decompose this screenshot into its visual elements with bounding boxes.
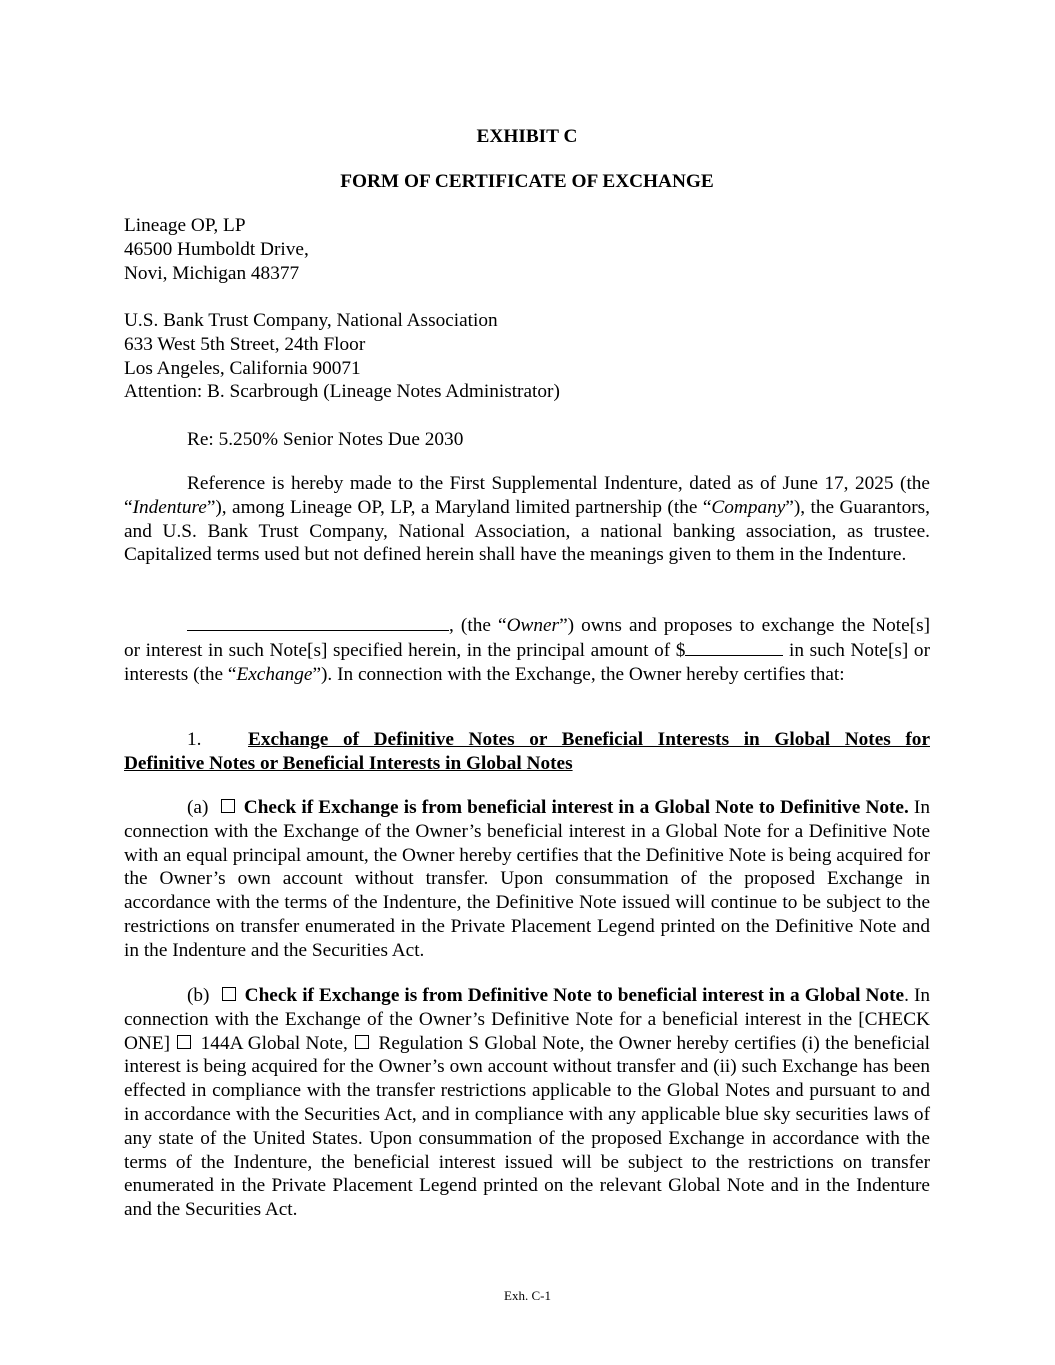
section-1-heading [124,728,930,776]
owner-paragraph: , (the “Owner”) owns and proposes to exchange the Note[s] or interest in such Note[s] specified herein, in the principal amount of $ in such Note[s] or interests (the “Exchange”). In connection with the Exchange, the Owner hereby certifies that: [124,615,930,685]
defined-term-owner: Owner [506,615,560,636]
item-a-checkbox[interactable] [221,799,235,813]
exhibit-title: EXHIBIT C [476,126,578,147]
item-b-checkbox[interactable] [222,987,236,1001]
section-heading-line1: Exchange of Definitive Notes or Beneficial Interests in Global Notes for [248,729,930,750]
defined-term-exchange: Exchange [236,663,313,685]
section-number: 1. [187,729,202,750]
principal-amount-blank[interactable] [685,638,783,656]
item-a-heading: Check if Exchange is from beneficial interest in a Global Note to Definitive Note. [243,797,909,818]
item-a-label: (a) [187,797,209,818]
address-line: Novi, Michigan 48377 [124,262,300,284]
address-line: 46500 Humboldt Drive, [124,238,309,260]
item-b-heading: Check if Exchange is from Definitive Note to beneficial interest in a Global Note [244,985,905,1006]
address-line: U.S. Bank Trust Company, National Association [124,310,498,331]
owner-name-blank[interactable] [187,613,449,631]
page-footer: Exh. C-1 [504,1288,551,1303]
addressee-company [124,214,930,285]
item-a-paragraph: (a) Check if Exchange is from beneficial interest in a Global Note to Definitive Note. In connection with the Exchange of the Owner’s beneficial interest in a Global Note for a Definitive Note with an equal principal amount, the Owner hereby certifies that the Definitive Note is being acquired for the Owner’s own account without transfer. Upon consummation of the proposed Exchange in accordance with the terms of the Indenture, the Definitive Note issued will continue to be subject to the restrictions on transfer enumerated in the Private Placement Legend printed on the Definitive Note and in the Indenture and the Securities Act. [124,797,930,961]
defined-term-indenture: Indenture [132,496,207,518]
address-line: Los Angeles, California 90071 [124,357,361,379]
address-line: Lineage OP, LP [124,215,246,236]
reference-paragraph: Reference is hereby made to the First Supplemental Indenture, dated as of June 17, 2025 (the “Indenture”), among Lineage OP, LP, a Maryland limited partnership (the “Company”), the Guarantors, and U.S. Bank Trust Company, National Association, a national banking association, as trustee. Capitalized terms used but not defined herein shall have the meanings given to them in the Indenture. [124,473,930,566]
item-b-paragraph: (b) Check if Exchange is from Definitive Note to beneficial interest in a Global Note. In connection with the Exchange of the Owner’s Definitive Note for a beneficial interest in the [CHECK ONE] 144A Global Note, Regulation S Global Note, the Owner hereby certifies (i) the beneficial interest is being acquired for the Owner’s own account without transfer and (ii) such Exchange has been effected in compliance with the transfer restrictions applicable to the Global Notes and pursuant to and in accordance with the Securities Act, and in compliance with any applicable blue sky securities laws of any state of the United States. Upon consummation of the proposed Exchange in accordance with the terms of the Indenture, the beneficial interest issued will be subject to the restrictions on transfer enumerated in the Private Placement Legend printed on the relevant Global Note and in the Indenture and the Securities Act. [124,985,931,1221]
item-b-label: (b) [187,985,210,1006]
re-line: Re: 5.250% Senior Notes Due 2030 [187,429,464,450]
addressee-trustee [124,309,930,404]
checkbox-144a[interactable] [177,1035,191,1049]
checkbox-regulation-s[interactable] [355,1035,369,1049]
address-line: Attention: B. Scarbrough (Lineage Notes Administrator) [124,381,560,403]
form-title: FORM OF CERTIFICATE OF EXCHANGE [340,171,714,192]
defined-term-company: Company [711,496,786,518]
address-line: 633 West 5th Street, 24th Floor [124,333,366,355]
section-heading-line2: Definitive Notes or Beneficial Interests in Global Notes [124,752,573,774]
